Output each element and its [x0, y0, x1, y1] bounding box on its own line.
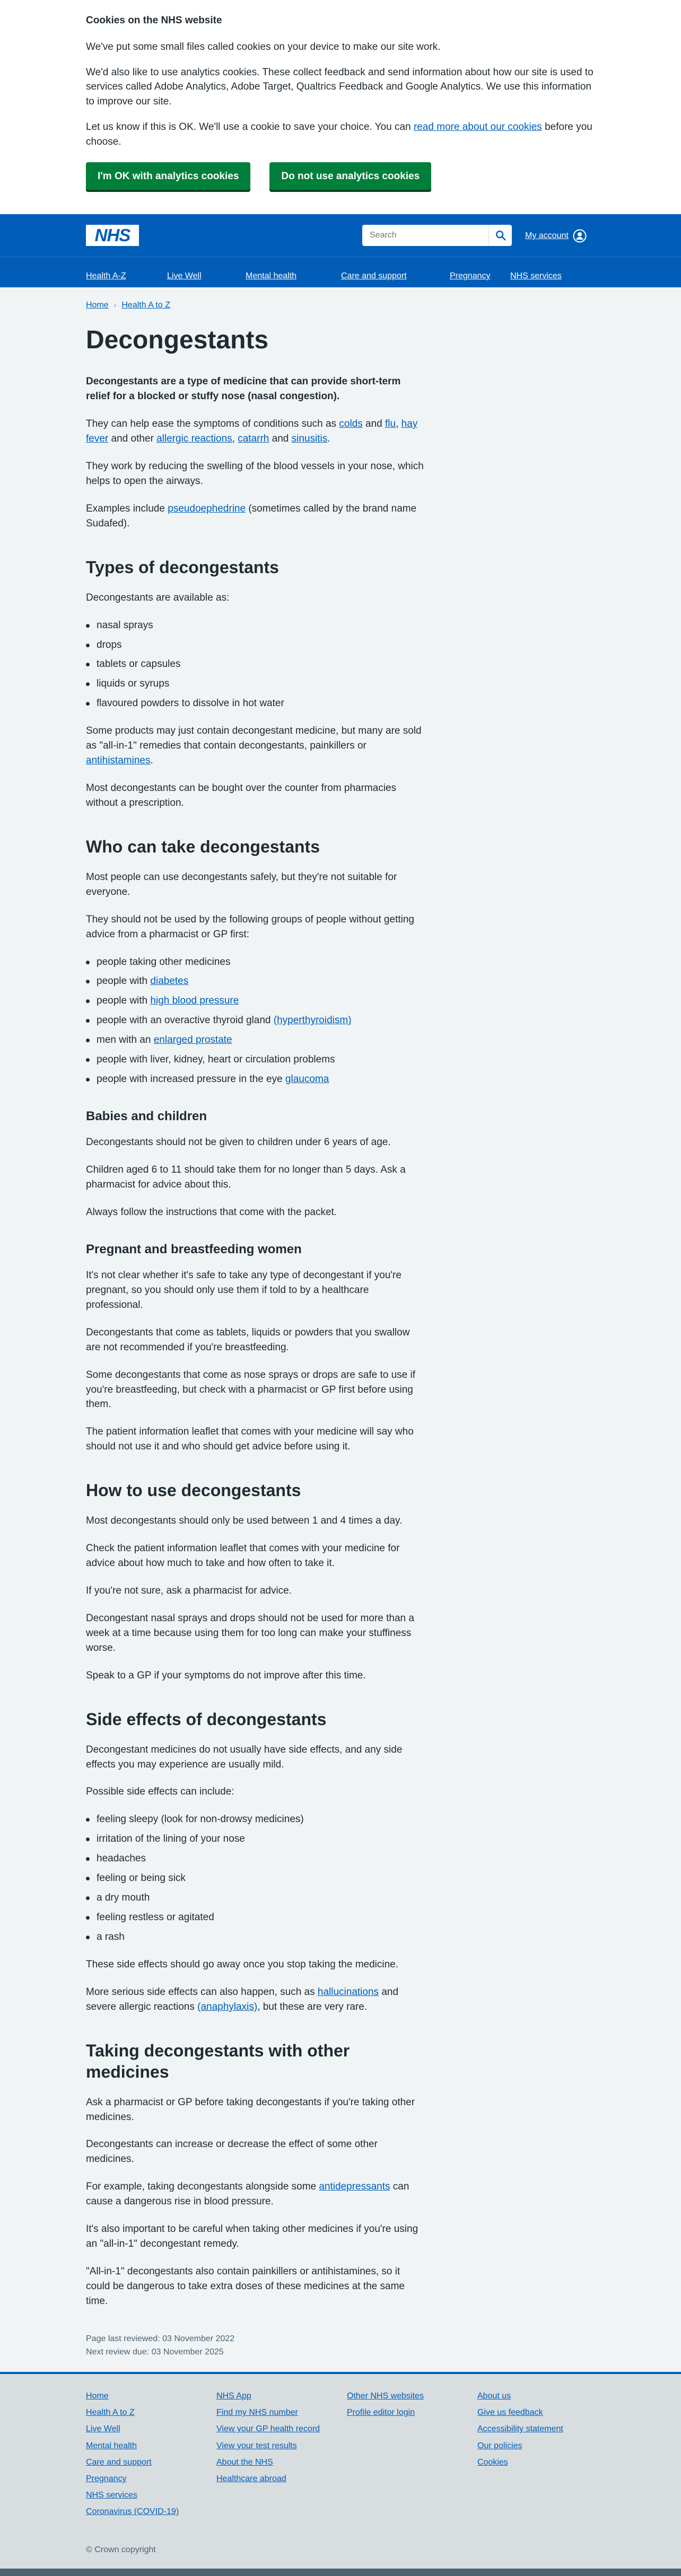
other-p4: It's also important to be careful when taking other medicines if you're using an "all-in-1" decongestant remedy.	[86, 2223, 418, 2250]
intro-p2: They work by reducing the swelling of the blood vessels in your nose, which helps to open the airways.	[86, 461, 424, 487]
babies-p2: Children aged 6 to 11 should take them for no longer than 5 days. Ask a pharmacist for advice about this.	[86, 1164, 406, 1190]
footer-link-pregnancy: Pregnancy	[86, 2474, 127, 2483]
search-input[interactable]	[362, 225, 488, 246]
link-glaucoma[interactable]: glaucoma	[285, 1074, 329, 1085]
footer-link-policies: Our policies	[477, 2441, 522, 2450]
cookie-title: Cookies on the NHS website	[86, 15, 222, 26]
cookie-read-more-link[interactable]: read more about our cookies	[413, 121, 542, 133]
who-list	[86, 955, 425, 1087]
footer-link-gp-record: View your GP health record	[216, 2424, 320, 2434]
footer-link-care-and-support: Care and support	[86, 2457, 152, 2467]
pregnant-p2: Decongestants that come as tablets, liquids or powders that you swallow are not recommended if you're breastfeeding.	[86, 1326, 410, 1353]
copyright: © Crown copyright	[86, 2545, 156, 2554]
list-item: headaches	[97, 1851, 425, 1866]
cookie-text-3: Let us know if this is OK. We'll use a cookie to save your choice. You can read more about our cookies before you choose.	[86, 121, 592, 148]
how-p1: Most decongestants should only be used between 1 and 4 times a day.	[86, 1515, 403, 1527]
list-item: people with high blood pressure	[97, 994, 425, 1008]
intro-p3: Examples include pseudoephedrine (sometimes called by the brand name Sudafed).	[86, 503, 417, 529]
footer-link-nhs-app: NHS App	[216, 2392, 251, 2401]
types-p2: Some products may just contain decongestant medicine, but many are sold as "all-in-1" remedies that contain decongestants, painkillers or antihistamines.	[86, 725, 422, 767]
link-antidepressants[interactable]: antidepressants	[319, 2181, 390, 2193]
link-hyperthyroidism[interactable]: (hyperthyroidism)	[273, 1015, 352, 1026]
primary-nav	[0, 257, 681, 287]
footer-link-about-nhs: About the NHS	[216, 2457, 273, 2467]
footer-link-find-nhs-number: Find my NHS number	[216, 2408, 298, 2417]
babies-p1: Decongestants should not be given to children under 6 years of age.	[86, 1137, 391, 1148]
footer-column-1	[86, 2390, 216, 2522]
footer-link-profile-editor: Profile editor login	[347, 2408, 415, 2417]
link-flu[interactable]: flu	[385, 418, 396, 430]
side-p2: Possible side effects can include:	[86, 1786, 234, 1798]
list-item: flavoured powders to dissolve in hot water	[97, 696, 425, 711]
intro-p1: They can help ease the symptoms of conditions such as colds and flu, hay fever and other allergic reactions, catarrh and sinusitis.	[86, 418, 418, 445]
pregnant-p1: It's not clear whether it's safe to take any type of decongestant if you're pregnant, so you should only use them if told to by a healthcare professional.	[86, 1270, 401, 1311]
footer-link-coronavirus: Coronavirus (COVID-19)	[86, 2507, 179, 2517]
cookie-banner	[0, 0, 681, 214]
footer-link-health-a-to-z: Health A to Z	[86, 2408, 135, 2417]
footer-link-feedback: Give us feedback	[477, 2408, 543, 2417]
list-item: liquids or syrups	[97, 676, 425, 691]
list-item: nasal sprays	[97, 618, 425, 633]
footer-column-2	[216, 2390, 347, 2522]
heading-types: Types of decongestants	[86, 557, 279, 577]
types-p3: Most decongestants can be bought over the counter from pharmacies without a prescription.	[86, 782, 397, 808]
cookie-text-1: We've put some small files called cookies on your device to make our site work.	[86, 41, 441, 52]
site-footer	[0, 2372, 681, 2576]
nav-item-live-well: Live Well	[167, 271, 202, 280]
link-enlarged-prostate[interactable]: enlarged prostate	[153, 1034, 232, 1046]
reject-analytics-button[interactable]: Do not use analytics cookies	[269, 162, 431, 190]
breadcrumb-health-a-to-z[interactable]: Health A to Z	[121, 301, 170, 310]
main-content	[86, 287, 595, 2359]
breadcrumb	[86, 299, 595, 312]
list-item: drops	[97, 638, 425, 653]
list-item: irritation of the lining of your nose	[97, 1832, 425, 1847]
footer-bottom-bar	[0, 2569, 681, 2576]
how-p2: Check the patient information leaflet that comes with your medicine for advice about how much to take and how often to take it.	[86, 1543, 400, 1569]
search-icon	[495, 230, 507, 241]
link-hallucinations[interactable]: hallucinations	[317, 1986, 379, 1998]
link-colds[interactable]: colds	[339, 418, 363, 430]
heading-babies: Babies and children	[86, 1109, 207, 1123]
link-antihistamines[interactable]: antihistamines	[86, 755, 151, 767]
link-high-blood-pressure[interactable]: high blood pressure	[150, 995, 239, 1007]
list-item: feeling restless or agitated	[97, 1910, 425, 1925]
list-item: people taking other medicines	[97, 955, 425, 970]
accept-analytics-button[interactable]: I'm OK with analytics cookies	[86, 162, 250, 190]
nhs-logo[interactable]: NHS	[86, 225, 139, 246]
search-form	[362, 225, 512, 246]
nav-item-mental-health: Mental health	[246, 271, 297, 280]
other-p3: For example, taking decongestants alongside some antidepressants can cause a dangerous rise in blood pressure.	[86, 2181, 409, 2208]
footer-link-cookies: Cookies	[477, 2457, 508, 2467]
next-review: Next review due: 03 November 2025	[86, 2348, 224, 2357]
list-item: a dry mouth	[97, 1891, 425, 1905]
intro-lede: Decongestants are a type of medicine that can provide short-term relief for a blocked or stuffy nose (nasal congestion).	[86, 376, 401, 402]
heading-side-effects: Side effects of decongestants	[86, 1709, 327, 1729]
last-reviewed: Page last reviewed: 03 November 2022	[86, 2334, 235, 2343]
link-anaphylaxis[interactable]: (anaphylaxis)	[197, 2001, 258, 2012]
article	[86, 374, 425, 2359]
how-p3: If you're not sure, ask a pharmacist for advice.	[86, 1585, 292, 1597]
list-item: tablets or capsules	[97, 657, 425, 672]
pregnant-p3: Some decongestants that come as nose sprays or drops are safe to use if you're breastfeeding, but check with a pharmacist or GP first before using them.	[86, 1369, 416, 1410]
other-p5: "All-in-1" decongestants also contain painkillers or antihistamines, so it could be dangerous to take extra doses of these medicines at the same time.	[86, 2265, 405, 2307]
who-p1: Most people can use decongestants safely, but they're not suitable for everyone.	[86, 871, 397, 898]
footer-link-accessibility: Accessibility statement	[477, 2424, 563, 2434]
link-catarrh[interactable]: catarrh	[238, 433, 269, 445]
footer-link-test-results: View your test results	[216, 2441, 297, 2450]
footer-link-mental-health: Mental health	[86, 2441, 137, 2450]
types-p1: Decongestants are available as:	[86, 592, 230, 603]
page-title: Decongestants	[86, 326, 269, 354]
link-pseudoephedrine[interactable]: pseudoephedrine	[168, 503, 246, 514]
list-item: people with liver, kidney, heart or circulation problems	[97, 1052, 425, 1067]
list-item: people with diabetes	[97, 974, 425, 989]
link-sinusitis[interactable]: sinusitis	[291, 433, 328, 445]
pregnant-p4: The patient information leaflet that comes with your medicine will say who should not use it and who should get advice before using it.	[86, 1426, 414, 1453]
footer-link-home: Home	[86, 2392, 109, 2401]
how-p5: Speak to a GP if your symptoms do not improve after this time.	[86, 1669, 366, 1681]
footer-column-4	[477, 2390, 608, 2522]
list-item: feeling or being sick	[97, 1871, 425, 1886]
list-item: people with an overactive thyroid gland (hyperthyroidism)	[97, 1013, 425, 1028]
nav-item-nhs-services: NHS services	[510, 271, 562, 280]
heading-who: Who can take decongestants	[86, 837, 320, 856]
chevron-right-icon: ›	[114, 301, 117, 310]
other-p1: Ask a pharmacist or GP before taking decongestants if you're taking other medicines.	[86, 2096, 415, 2123]
babies-p3: Always follow the instructions that come with the packet.	[86, 1206, 337, 1218]
types-list	[86, 618, 425, 711]
other-p2: Decongestants can increase or decrease the effect of some other medicines.	[86, 2139, 378, 2165]
side-p3: These side effects should go away once you stop taking the medicine.	[86, 1958, 399, 1970]
link-hay-fever[interactable]: hay fever	[86, 418, 418, 445]
heading-other-medicines: Taking decongestants with other medicines	[86, 2041, 350, 2081]
my-account-link[interactable]: My account	[525, 229, 587, 243]
side-effects-list	[86, 1812, 425, 1944]
who-p2: They should not be used by the following groups of people without getting advice from a pharmacist or GP first:	[86, 913, 414, 940]
footer-link-other-nhs-websites: Other NHS websites	[347, 2392, 424, 2401]
site-header	[0, 214, 681, 287]
heading-how: How to use decongestants	[86, 1481, 301, 1500]
side-p1: Decongestant medicines do not usually have side effects, and any side effects you may experience are usually mild.	[86, 1744, 403, 1770]
footer-link-nhs-services: NHS services	[86, 2491, 137, 2500]
how-p4: Decongestant nasal sprays and drops should not be used for more than a week at a time because using them for too long can make your stuffiness worse.	[86, 1612, 414, 1654]
search-button[interactable]	[488, 225, 512, 246]
link-diabetes[interactable]: diabetes	[150, 975, 189, 987]
nav-item-care-and-support: Care and support	[341, 271, 407, 280]
footer-link-healthcare-abroad: Healthcare abroad	[216, 2474, 286, 2483]
nav-item-pregnancy: Pregnancy	[450, 271, 491, 280]
list-item: people with increased pressure in the eye glaucoma	[97, 1072, 425, 1087]
link-allergic-reactions[interactable]: allergic reactions	[156, 433, 232, 445]
nav-item-health-a-z: Health A-Z	[86, 271, 126, 280]
list-item: a rash	[97, 1930, 425, 1945]
review-dates	[86, 2332, 425, 2359]
heading-pregnant: Pregnant and breastfeeding women	[86, 1242, 302, 1256]
footer-link-live-well: Live Well	[86, 2424, 120, 2434]
cookie-text-2: We'd also like to use analytics cookies. These collect feedback and send information about how our site is used to services called Adobe Analytics, Adobe Target, Qualtrics Feedback and Google Analytics. We use this information to improve our site.	[86, 66, 593, 108]
footer-link-about-us: About us	[477, 2392, 511, 2401]
list-item: feeling sleepy (look for non-drowsy medicines)	[97, 1812, 425, 1827]
breadcrumb-home[interactable]: Home	[86, 301, 109, 310]
side-p4: More serious side effects can also happen, such as hallucinations and severe allergic reactions (anaphylaxis), but these are very rare.	[86, 1986, 399, 2012]
list-item: men with an enlarged prostate	[97, 1033, 425, 1048]
user-icon	[573, 229, 587, 243]
footer-column-3	[347, 2390, 477, 2522]
